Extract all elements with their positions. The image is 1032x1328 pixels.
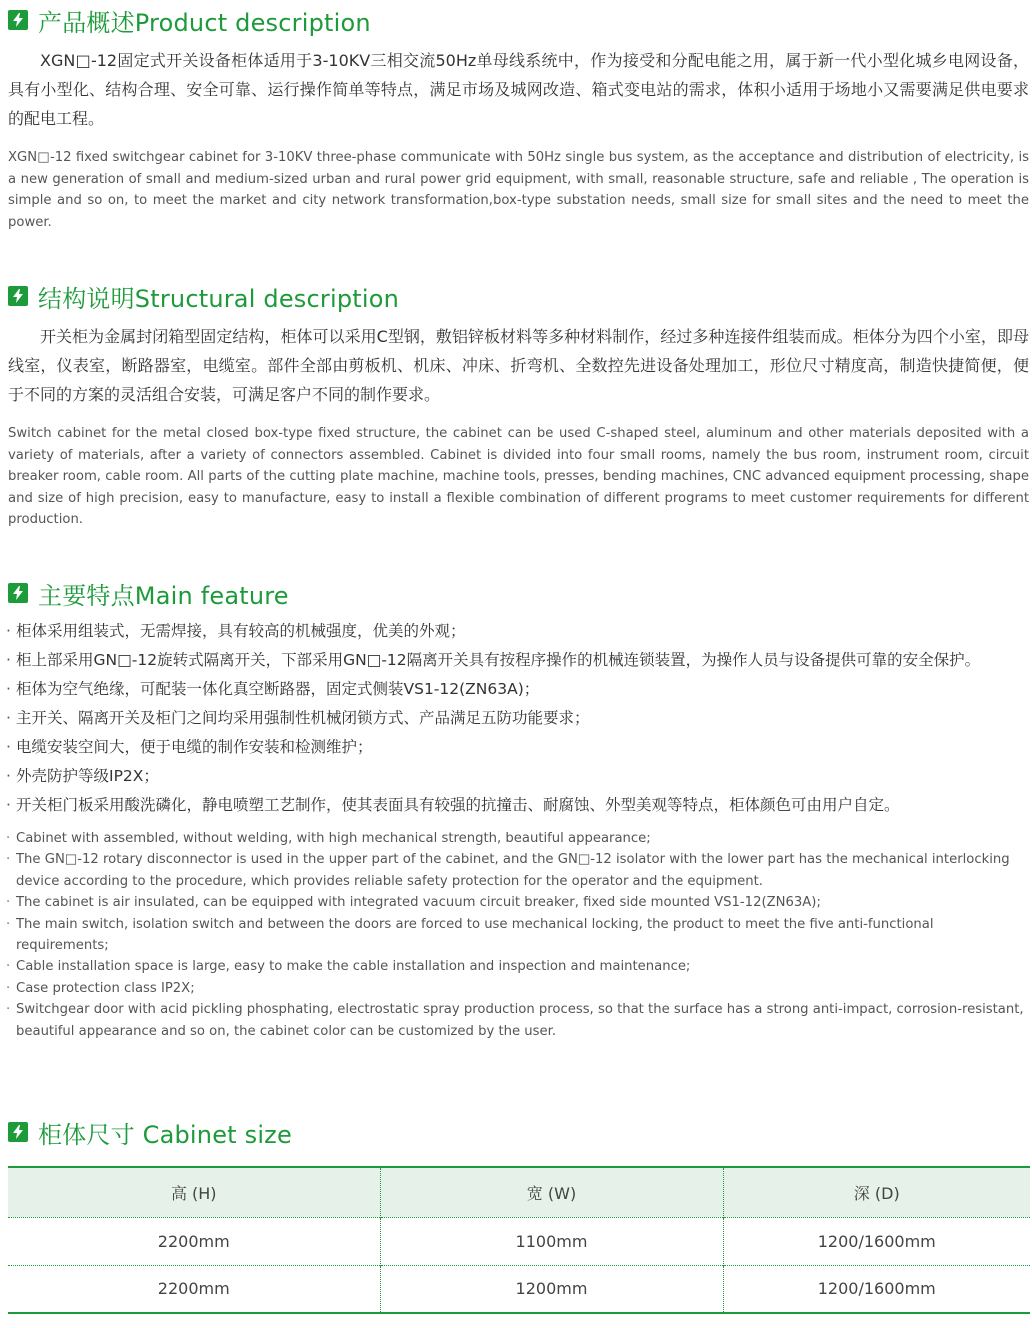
product-description-en: XGN□-12 fixed switchgear cabinet for 3-10KV three-phase communicate with 50Hz single bus system, as the acceptance and distribution of electricity, is a new generation of small and medium-sized urban and rural power grid equipment, with small, reasonable structure, safe and reliable , The operation is simple and so on, to meet the market and city network transformation,box-type substation needs, small size for small sites and the need to meet the power. bbox=[8, 150, 1029, 230]
table-header-row bbox=[8, 1167, 1030, 1217]
list-item: · 电缆安装空间大，便于电缆的制作安装和检测维护； bbox=[8, 733, 1029, 762]
product-description-section bbox=[8, 2, 1029, 233]
lightning-bolt-icon bbox=[8, 10, 28, 30]
column-header-height: 高 (H) bbox=[170, 1183, 217, 1203]
section-title: 结构说明Structural description bbox=[38, 284, 400, 313]
section-title: 柜体尺寸 Cabinet size bbox=[38, 1120, 292, 1149]
table-cell: 1200/1600mm bbox=[723, 1265, 1030, 1313]
structural-description-section bbox=[8, 278, 1029, 531]
list-item: · 外壳防护等级IP2X； bbox=[8, 762, 1029, 791]
structural-description-en: Switch cabinet for the metal closed box-type fixed structure, the cabinet can be used C-shaped steel, aluminum and other materials deposited with a variety of materials, after a variety of connectors assembled. Cabinet is divided into four small rooms, namely the bus room, instrument room, circuit breaker room, cable room. All parts of the cutting plate machine, machine tools, presses, bending machines, CNC advanced equipment processing, shape and size of high precision, easy to manufacture, easy to install a flexible combination of different programs to meet customer requirements for different production. bbox=[8, 426, 1029, 528]
main-feature-section bbox=[8, 575, 1029, 1042]
product-description-cn: XGN□-12固定式开关设备柜体适用于3-10KV三相交流50Hz单母线系统中，作为接受和分配电能之用，属于新一代小型化城乡电网设备，具有小型化、结构合理、安全可靠、运行操作简单等特点，满足市场及城网改造、箱式变电站的需求，体积小适用于场地小又需要满足供电要求的配电工程。 bbox=[8, 51, 1029, 128]
table-cell: 2200mm bbox=[8, 1217, 380, 1265]
main-feature-heading bbox=[8, 575, 1029, 611]
lightning-bolt-icon bbox=[8, 583, 28, 603]
table-row bbox=[8, 1217, 1030, 1265]
list-item: · The GN□-12 rotary disconnector is used in the upper part of the cabinet, and the GN□-12 isolator with the lower part has the mechanical interlocking device according to the procedure, which provides reliable safety protection for the operator and the equipment. bbox=[8, 849, 1029, 892]
list-item: · Switchgear door with acid pickling phosphating, electrostatic spray production process, so that the surface has a strong anti-impact, corrosion-resistant, beautiful appearance and so on, the cabinet color can be customized by the user. bbox=[8, 999, 1029, 1042]
section-title: 产品概述Product description bbox=[38, 8, 371, 37]
list-item: · The main switch, isolation switch and between the doors are forced to use mechanical locking, the product to meet the five anti-functional requirements; bbox=[8, 914, 1029, 957]
cabinet-size-heading bbox=[8, 1114, 1029, 1150]
list-item: · 开关柜门板采用酸洗磷化，静电喷塑工艺制作，使其表面具有较强的抗撞击、耐腐蚀、外型美观等特点，柜体颜色可由用户自定。 bbox=[8, 791, 1029, 820]
list-item: · The cabinet is air insulated, can be equipped with integrated vacuum circuit breaker, fixed side mounted VS1-12(ZN63A); bbox=[8, 892, 1029, 913]
table-row bbox=[8, 1265, 1030, 1313]
table-cell: 1200mm bbox=[380, 1265, 723, 1313]
feature-list-en bbox=[8, 828, 1029, 1042]
column-header-width: 宽 (W) bbox=[380, 1167, 723, 1217]
list-item: · 柜上部采用GN□-12旋转式隔离开关，下部采用GN□-12隔离开关具有按程序操作的机械连锁装置，为操作人员与设备提供可靠的安全保护。 bbox=[8, 646, 1029, 675]
list-item: · Cable installation space is large, easy to make the cable installation and inspection and maintenance; bbox=[8, 956, 1029, 977]
table-cell: 1200/1600mm bbox=[723, 1217, 1030, 1265]
structural-description-heading bbox=[8, 278, 1029, 314]
table-cell: 1100mm bbox=[380, 1217, 723, 1265]
cabinet-size-section bbox=[8, 1114, 1029, 1150]
list-item: · Case protection class IP2X; bbox=[8, 978, 1029, 999]
list-item: · 柜体采用组装式，无需焊接，具有较高的机械强度，优美的外观； bbox=[8, 617, 1029, 646]
structural-description-cn: 开关柜为金属封闭箱型固定结构，柜体可以采用C型钢，敷铝锌板材料等多种材料制作，经过多种连接件组装而成。柜体分为四个小室，即母线室，仪表室，断路器室，电缆室。部件全部由剪板机、机床、冲床、折弯机、全数控先进设备处理加工，形位尺寸精度高，制造快捷简便，便于不同的方案的灵活组合安装，可满足客户不同的制作要求。 bbox=[8, 327, 1029, 404]
table-cell: 2200mm bbox=[8, 1265, 380, 1313]
lightning-bolt-icon bbox=[8, 1122, 28, 1142]
section-title: 主要特点Main feature bbox=[38, 581, 289, 610]
list-item: · 主开关、隔离开关及柜门之间均采用强制性机械闭锁方式、产品满足五防功能要求； bbox=[8, 704, 1029, 733]
product-description-heading bbox=[8, 2, 1029, 38]
cabinet-size-table bbox=[8, 1166, 1030, 1314]
lightning-bolt-icon bbox=[8, 286, 28, 306]
list-item: · Cabinet with assembled, without welding, with high mechanical strength, beautiful appearance; bbox=[8, 828, 1029, 849]
column-header-depth: 深 (D) bbox=[723, 1167, 1030, 1217]
list-item: · 柜体为空气绝缘，可配装一体化真空断路器，固定式侧装VS1-12(ZN63A)； bbox=[8, 675, 1029, 704]
feature-list-cn bbox=[8, 617, 1029, 820]
